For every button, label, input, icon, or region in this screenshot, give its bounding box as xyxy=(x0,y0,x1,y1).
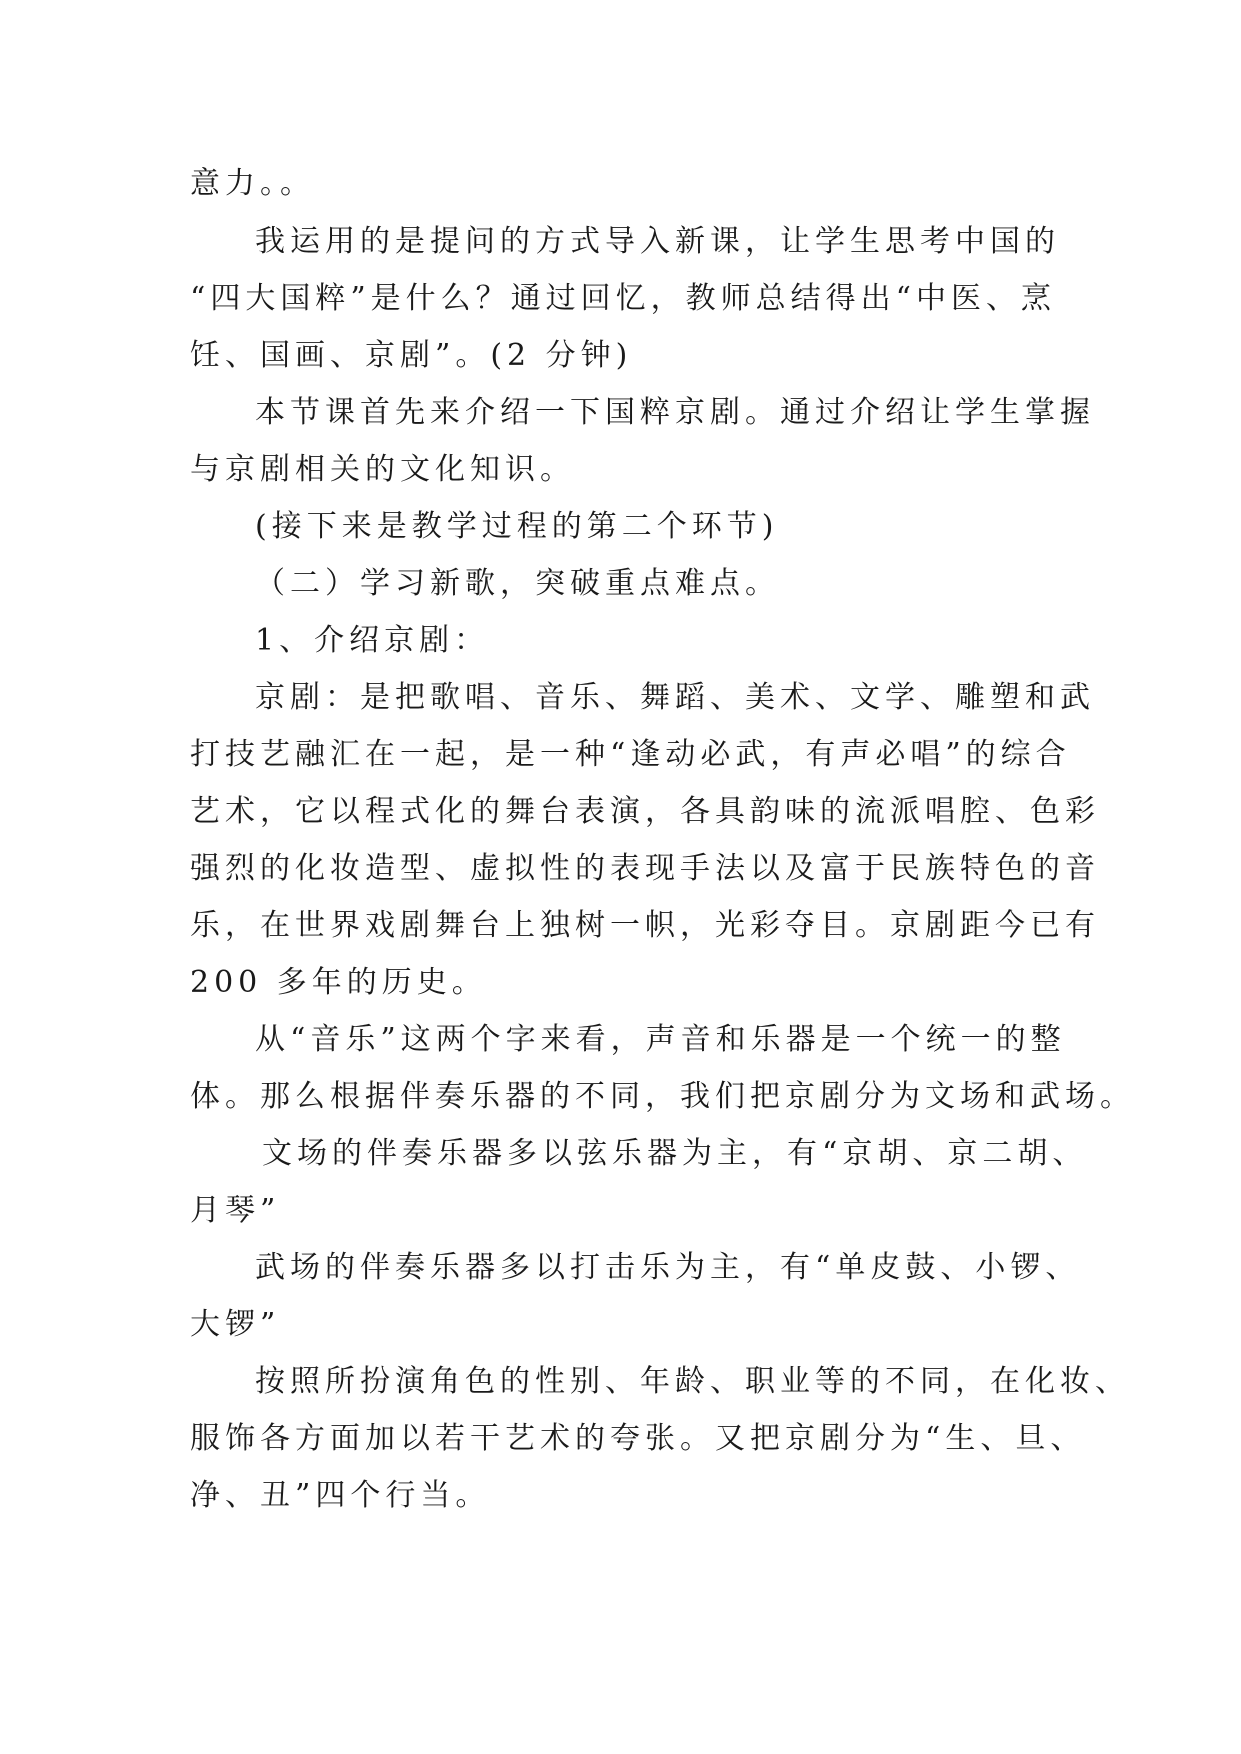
text-line: 我运用的是提问的方式导入新课，让学生思考中国的 xyxy=(255,224,1060,259)
text-line: 乐，在世界戏剧舞台上独树一帜，光彩夺目。京剧距今已有 xyxy=(190,908,1100,943)
text-line: 武场的伴奏乐器多以打击乐为主，有“单皮鼓、小锣、 xyxy=(255,1250,1081,1285)
text-line: 意力。。 xyxy=(190,166,315,201)
text-line: 月琴” xyxy=(190,1193,281,1228)
text-line: (接下来是教学过程的第二个环节) xyxy=(255,509,779,544)
text-line: 200 多年的历史。 xyxy=(190,965,487,1000)
text-line: 大锣” xyxy=(190,1307,281,1342)
text-line: （二）学习新歌，突破重点难点。 xyxy=(255,566,780,601)
text-line: 1、介绍京剧： xyxy=(255,623,490,658)
text-line: 净、丑”四个行当。 xyxy=(190,1478,491,1513)
text-line: 强烈的化妆造型、虚拟性的表现手法以及富于民族特色的音 xyxy=(190,851,1100,886)
text-line: 与京剧相关的文化知识。 xyxy=(190,452,575,487)
text-line: 按照所扮演角色的性别、年龄、职业等的不同，在化妆、 xyxy=(255,1364,1130,1399)
text-line: 体。那么根据伴奏乐器的不同，我们把京剧分为文场和武场。 xyxy=(190,1079,1135,1114)
text-line: 文场的伴奏乐器多以弦乐器为主，有“京胡、京二胡、 xyxy=(262,1136,1088,1171)
text-line: 京剧：是把歌唱、音乐、舞蹈、美术、文学、雕塑和武 xyxy=(255,680,1095,715)
text-line: 服饰各方面加以若干艺术的夸张。又把京剧分为“生、旦、 xyxy=(190,1421,1086,1456)
text-line: 从“音乐”这两个字来看，声音和乐器是一个统一的整 xyxy=(255,1022,1066,1057)
text-line: “四大国粹”是什么？通过回忆，教师总结得出“中医、烹 xyxy=(190,281,1057,316)
text-line: 艺术，它以程式化的舞台表演，各具韵味的流派唱腔、色彩 xyxy=(190,794,1100,829)
text-line: 饪、国画、京剧”。(2 分钟) xyxy=(190,338,633,373)
text-line: 打技艺融汇在一起，是一种“逢动必武，有声必唱”的综合 xyxy=(190,737,1071,772)
text-line: 本节课首先来介绍一下国粹京剧。通过介绍让学生掌握 xyxy=(255,395,1095,430)
